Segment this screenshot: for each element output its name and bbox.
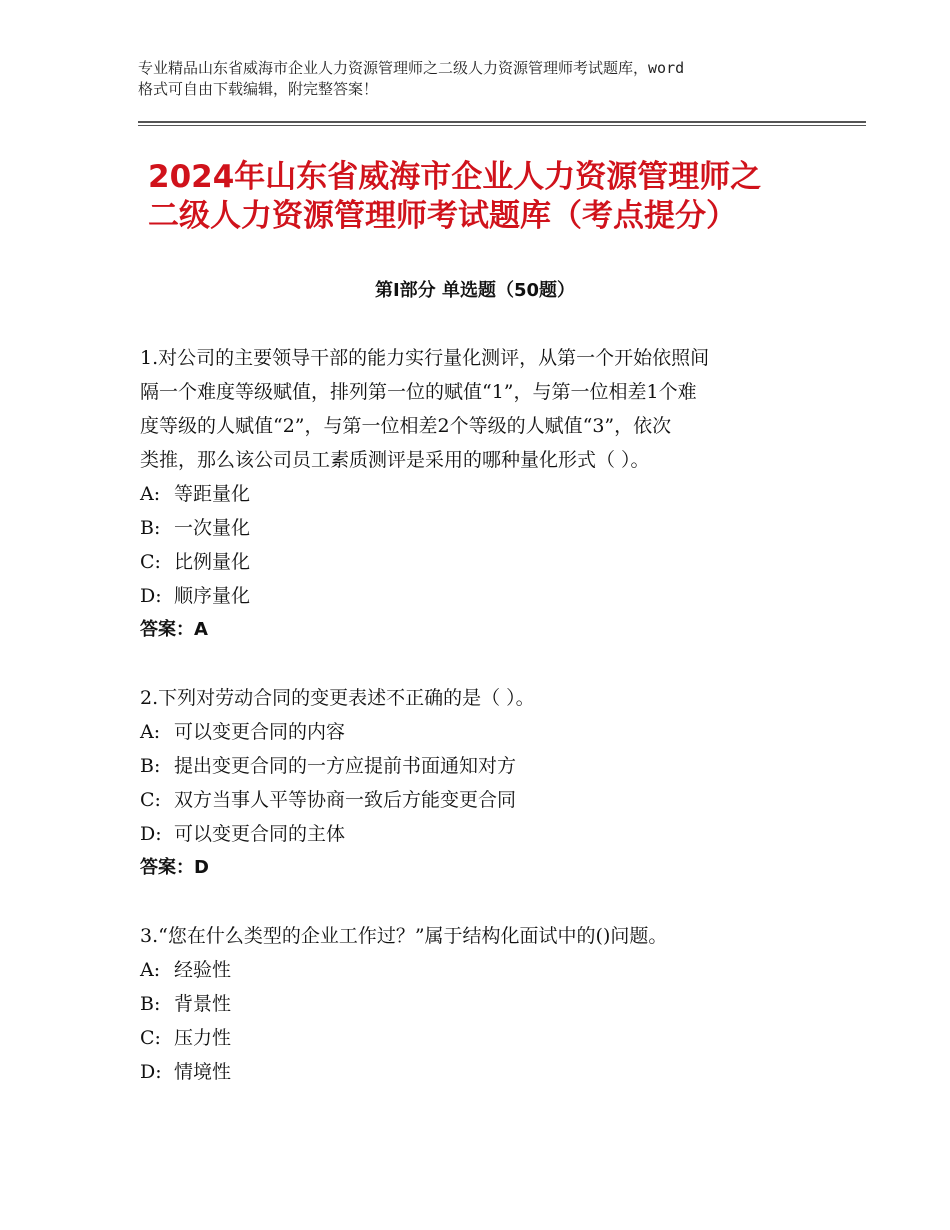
option-label: B:: [140, 993, 161, 1015]
option-label: B:: [140, 517, 161, 539]
option-label: A:: [140, 959, 161, 981]
option-text: 一次量化: [174, 517, 251, 539]
option-c: [140, 545, 820, 579]
question-list: [140, 341, 820, 1123]
option-label: A:: [140, 721, 161, 743]
option-text: 情境性: [174, 1061, 232, 1083]
question-stem-line: 度等级的人赋值“2”，与第一位相差2个等级的人赋值“3”，依次: [140, 415, 672, 437]
header-divider-thin: [138, 125, 866, 126]
option-c: [140, 1021, 820, 1055]
option-label: A:: [140, 483, 161, 505]
question-2: [140, 681, 820, 885]
question-stem: [140, 919, 820, 953]
option-label: B:: [140, 755, 161, 777]
option-text: 背景性: [174, 993, 232, 1015]
question-stem-line: 类推，那么该公司员工素质测评是采用的哪种量化形式（ ）。: [140, 449, 650, 471]
option-label: C:: [140, 551, 161, 573]
question-stem-line: 2.下列对劳动合同的变更表述不正确的是（ ）。: [140, 687, 535, 709]
option-d: [140, 1055, 820, 1089]
option-a: [140, 715, 820, 749]
header-note-line-2: 格式可自由下载编辑，附完整答案！: [138, 80, 379, 98]
option-a: [140, 477, 820, 511]
question-3: [140, 919, 820, 1089]
answer: 答案：A: [140, 619, 208, 640]
option-text: 可以变更合同的主体: [174, 823, 346, 845]
option-b: [140, 987, 820, 1021]
option-text: 提出变更合同的一方应提前书面通知对方: [174, 755, 517, 777]
option-label: D:: [140, 1061, 162, 1083]
document-title: [148, 158, 848, 236]
option-b: [140, 511, 820, 545]
document-title-line-1: 2024年山东省威海市企业人力资源管理师之: [148, 159, 762, 195]
option-text: 双方当事人平等协商一致后方能变更合同: [174, 789, 517, 811]
option-label: C:: [140, 789, 161, 811]
option-b: [140, 749, 820, 783]
question-stem-line: 隔一个难度等级赋值，排列第一位的赋值“1”，与第一位相差1个难: [140, 381, 697, 403]
option-text: 可以变更合同的内容: [174, 721, 346, 743]
option-label: D:: [140, 585, 162, 607]
option-c: [140, 783, 820, 817]
question-1: [140, 341, 820, 647]
header-divider-thick: [138, 121, 866, 123]
option-d: [140, 579, 820, 613]
document-title-line-2: 二级人力资源管理师考试题库（考点提分）: [148, 198, 737, 234]
question-stem-line: 1.对公司的主要领导干部的能力实行量化测评，从第一个开始依照间: [140, 347, 710, 369]
option-text: 经验性: [174, 959, 232, 981]
header-note-line-1: 专业精品山东省威海市企业人力资源管理师之二级人力资源管理师考试题库，word: [138, 59, 685, 77]
option-text: 顺序量化: [174, 585, 251, 607]
option-d: [140, 817, 820, 851]
option-label: D:: [140, 823, 162, 845]
answer: 答案：D: [140, 857, 209, 878]
question-stem-line: 3.“您在什么类型的企业工作过？”属于结构化面试中的()问题。: [140, 925, 668, 947]
option-text: 压力性: [174, 1027, 232, 1049]
question-stem: [140, 341, 820, 477]
option-text: 比例量化: [174, 551, 251, 573]
section-title: 第Ⅰ部分 单选题（50题）: [374, 280, 575, 301]
option-a: [140, 953, 820, 987]
header-note: [138, 58, 828, 100]
option-label: C:: [140, 1027, 161, 1049]
question-stem: [140, 681, 820, 715]
option-text: 等距量化: [174, 483, 251, 505]
